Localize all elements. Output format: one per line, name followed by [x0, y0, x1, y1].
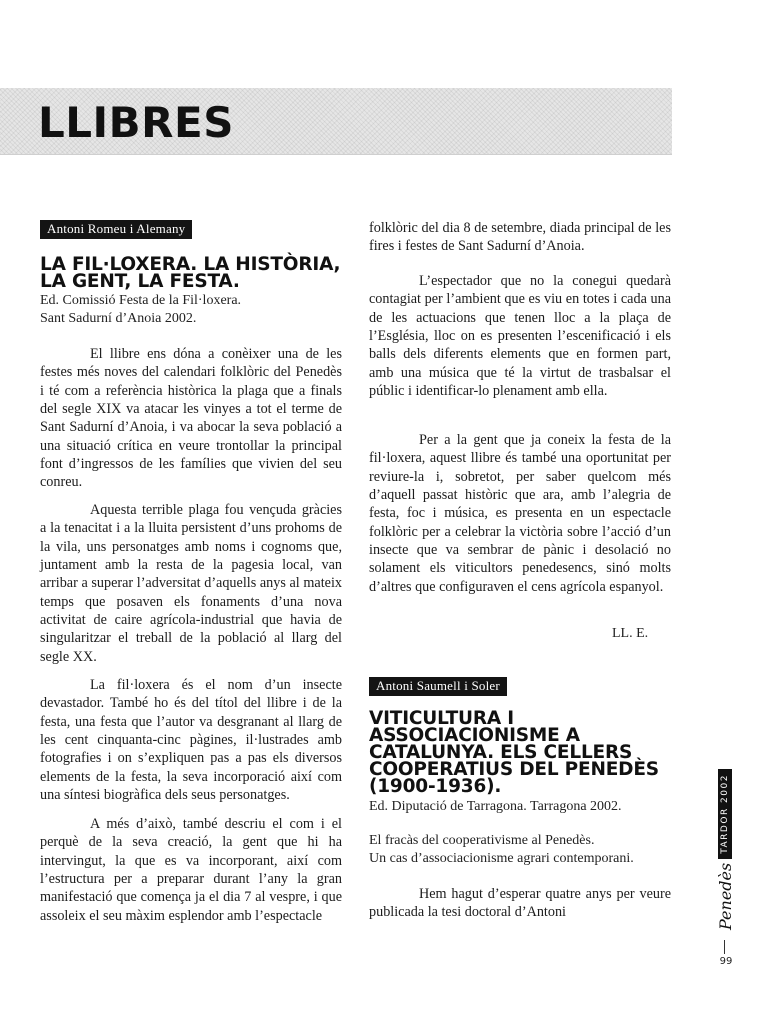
- review1-publisher-line: Ed. Comissió Festa de la Fil·loxera.: [40, 293, 242, 308]
- review2-subtitle: [369, 832, 634, 868]
- review1-paragraph: A més d’això, també descriu el com i el perquè de la seva creació, la gent que hi ha intervingut, la que es va incorporant, així com l’estructura per a preparar durant l’any la gran manifestació que comença ja el dia 7 al vespre, i que assoleix el seu màxim esplendor amb l’espectacle: [40, 816, 342, 924]
- review1-paragraph: L’espectador que no la conegui quedarà contagiat per l’ambient que es viu en totes i cada una de les actuacions que tenen lloc a la plaça de l’Església, lloc on es presenten l’escenificació i els balls dels diferents elements que en formen part, amb una música que té la virtut de trasbalsar el públic i identificar-lo plenament amb ella.: [369, 273, 671, 400]
- review1-paragraph: Per a la gent que ja coneix la festa de la fil·loxera, aquest llibre és també una oportunitat per reviure-la i, sobretot, per saber quelcom més d’aquell passat històric que ara, amb l’alegria de festa, foc i música, es presenta en un espectacle folklòric per a celebrar la victòria sobre l’acció d’un insecte que va sembrar de pànic i desolació no solament els viticultors penedesencs, sinó molts d’altres que configuraven el cens agrícola espanyol.: [369, 432, 671, 595]
- review2-subtitle-line: Un cas d’associacionisme agrari contemporani.: [369, 851, 634, 866]
- magazine-sidebar-content: [714, 774, 736, 930]
- review2-title-line: ASSOCIACIONISME A: [369, 725, 580, 746]
- review2-title-line: VITICULTURA I: [369, 708, 514, 729]
- review1-paragraph: El llibre ens dóna a conèixer una de les festes més noves del calendari folklòric del Penedès i té com a referència històrica la plaga que a finals del segle XIX va atacar les vinyes a tot el terme de Sant Sadurní d’Anoia, i va abocar la seva població a una situació crítica en veure trontollar la principal font d’ingressos de les famílies que vivien del seu conreu.: [40, 346, 342, 491]
- review2-publisher: Ed. Diputació de Tarragona. Tarragona 2002.: [369, 799, 622, 814]
- review1-paragraph: La fil·loxera és el nom d’un insecte devastador. També ho és del títol del llibre i de la festa, una festa que l’autor va desgranant al llarg de les cent cinquanta-cinc pàgines, il·lustrades amb fotografies i on s’expliquen pas a pas els diversos elements de la festa, la seva incorporació així com una síntesi biogràfica dels seus personatges.: [40, 677, 342, 804]
- review1-paragraph: folklòric del dia 8 de setembre, diada principal de les fires i festes de Sant Sadurní d’Anoia.: [369, 220, 671, 255]
- review2-book-title: [369, 710, 659, 795]
- review2-title-line: (1900-1936).: [369, 776, 502, 797]
- review1-publisher-line: Sant Sadurní d’Anoia 2002.: [40, 311, 197, 326]
- review1-title-line: LA FIL·LOXERA. LA HISTÒRIA,: [40, 254, 341, 275]
- review1-book-title: [40, 256, 340, 290]
- section-title: LLIBRES: [38, 98, 234, 147]
- review2-subtitle-line: El fracàs del cooperativisme al Penedès.: [369, 833, 595, 848]
- review1-paragraph: Aquesta terrible plaga fou vençuda gràcies a la tenacitat i a la lluita persistent d’uns prohoms de la vila, uns personatges amb noms i cognoms que, juntament amb la resta de la pagesia local, van arribar a superar l’adversitat d’aquells anys al mateix temps que posaven els fonaments d’una nova activitat de caire agrícola-industrial que havia de singularitzar el treball de la població al llarg del segle XX.: [40, 502, 342, 665]
- review2-paragraph: Hem hagut d’esperar quatre anys per veure publicada la tesi doctoral d’Antoni: [369, 886, 671, 921]
- review2-title-line: CATALUNYA. ELS CELLERS: [369, 742, 633, 763]
- page-number-rule: [724, 940, 725, 954]
- magazine-sidebar: [714, 774, 736, 930]
- review1-title-line: LA GENT, LA FESTA.: [40, 271, 240, 292]
- review1-publisher: [40, 292, 241, 328]
- review1-signoff: LL. E.: [612, 626, 649, 641]
- review1-author-tag: Antoni Romeu i Alemany: [40, 220, 192, 239]
- review2-title-line: COOPERATIUS DEL PENEDÈS: [369, 759, 659, 780]
- magazine-name: Penedès: [715, 862, 735, 930]
- page-number: 99: [719, 956, 733, 967]
- magazine-issue: TARDOR 2002: [718, 769, 732, 859]
- review2-author-tag: Antoni Saumell i Soler: [369, 677, 507, 696]
